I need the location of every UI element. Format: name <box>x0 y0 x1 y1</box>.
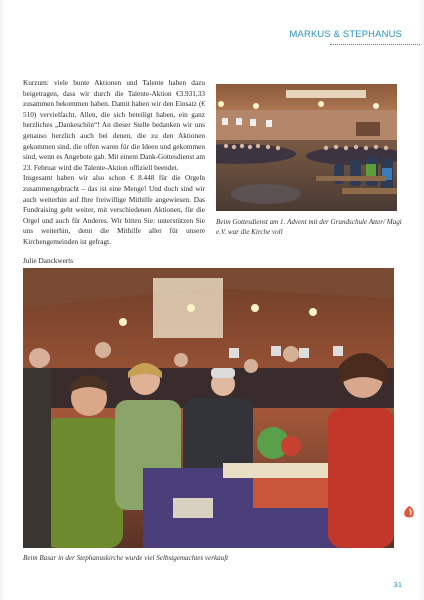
church-service-photo <box>216 84 397 211</box>
section-header: MARKUS & STEPHANUS <box>289 28 402 39</box>
header-divider <box>330 44 420 45</box>
bottom-photo-caption: Beim Basar in der Stephanuskirche wurde viel Selbstgemachtes verkauft <box>23 554 229 562</box>
page-number: 31 <box>393 580 402 589</box>
top-photo-caption: Beim Gottesdienst am 1. Advent mit der Grundschule Atter/ Magi e.V. war die Kirche voll <box>216 218 402 236</box>
article-paragraph: Insgesamt haben wir also schon € 8.448 für die Orgeln zusammengebracht – das ist eine Menge! Und doch sind wir auch weiterhin auf Ihre freiwillige Mithilfe angewiesen. Das Fundraising geht weiter, mit verschiedenen Aktionen, für die Orgel und auch für Anderes. Wir bitten Sie: unterstützen Sie uns weiterhin, denn die Mithilfe aller für unsere Kirchengemeinden ist gefragt. <box>23 174 205 246</box>
article-author: Julie Danckwerts <box>23 257 74 265</box>
article-paragraph: Kurzum: viele bunte Aktionen und Talente haben dazu beigetragen, dass wir durch die Talente-Aktion €3.931,33 zusammen bekommen haben. Damit haben wir den Einsatz (€ 510) vervielfacht. Allen, die sich beteiligt haben, ein ganz herzliches „Dankeschön“! An dieser Stelle bedanken wir uns genauso herzlich auch bei denen, die zu den Aktionen gekommen sind, die offen waren für die Ideen und gekommen sind, wenn es Angebote gab. Mit einem Dank-Gottesdienst am 23. Februar wird die Talente-Aktion offiziell beendet. <box>23 79 205 172</box>
parish-logo-icon <box>402 505 416 519</box>
article-body <box>23 78 205 248</box>
bazaar-photo <box>23 268 394 548</box>
